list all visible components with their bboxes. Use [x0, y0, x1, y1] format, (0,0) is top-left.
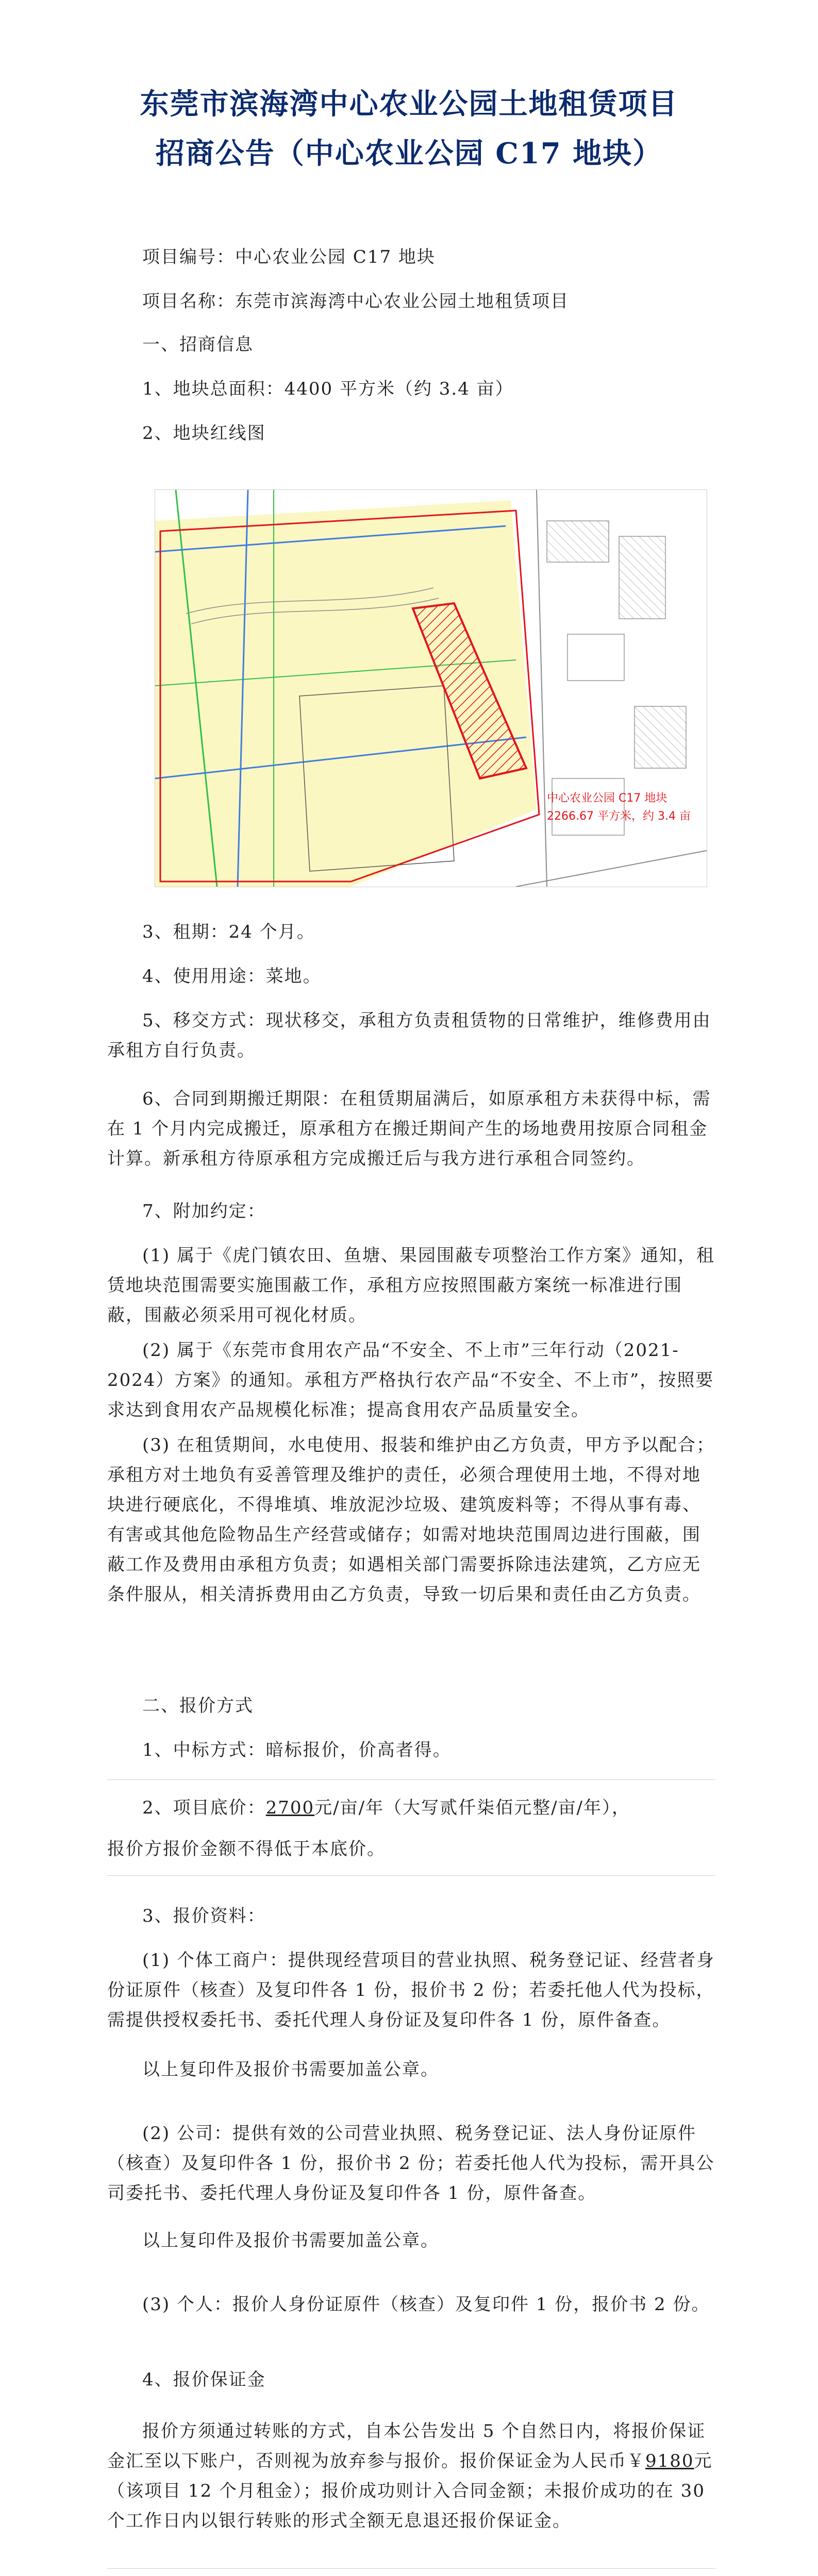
base-price-label: 2、项目底价：: [142, 1798, 266, 1818]
deposit-amount: 9180: [645, 2451, 694, 2471]
method-3: 3、报价资料：: [142, 1906, 266, 1926]
title-line-2: 招商公告（中心农业公园 C17 地块）: [155, 137, 663, 171]
red-line-map: [155, 489, 707, 887]
bank-divider: [107, 2568, 715, 2569]
section-heading-2: 二、报价方式: [142, 1696, 254, 1716]
map-label-2: 2266.67 平方米，约 3.4 亩: [547, 810, 691, 823]
item-handover: 5、移交方式：现状移交，承租方负责租赁物的日常维护，维修费用由承租方自行负责。: [107, 1010, 711, 1061]
map-drawing: [155, 490, 707, 887]
divider-bottom: [107, 1875, 715, 1876]
method-1: 1、中标方式：暗标报价，价高者得。: [142, 1740, 452, 1760]
map-label-1: 中心农业公园 C17 地块: [547, 792, 667, 805]
item-usage: 4、使用用途：菜地。: [142, 966, 322, 987]
method-2-note: 报价方报价金额不得低于本底价。: [107, 1839, 386, 1859]
qualification-1-note: 以上复印件及报价书需要加盖公章。: [142, 2059, 439, 2080]
additional-1: (1) 属于《虎门镇农田、鱼塘、果园围蔽专项整治工作方案》通知，租赁地块范围需要实施围蔽工作，承租方应按照围蔽方案统一标准进行围蔽，围蔽必须采用可视化材质。: [107, 1245, 715, 1326]
item-map-heading: 2、地块红线图: [142, 423, 266, 444]
section-heading-1: 一、招商信息: [142, 334, 254, 355]
qualification-2: (2) 公司：提供有效的公司营业执照、税务登记证、法人身份证原件（核查）及复印件各 1 份，报价书 2 份；若委托他人代为投标，需开具公司委托书、委托代理人身份证及复印件各 1 份，原件备查。: [107, 2123, 715, 2204]
project-name: 项目名称：东莞市滨海湾中心农业公园土地租赁项目: [142, 291, 569, 312]
project-number: 项目编号：中心农业公园 C17 地块: [142, 247, 436, 267]
qualification-1: (1) 个体工商户：提供现经营项目的营业执照、税务登记证、经营者身份证原件（核查）及复印件各 1 份，报价书 2 份；若委托他人代为投标，需提供授权委托书、委托代理人身份证及复印件各 1 份，原件备查。: [107, 1950, 715, 2030]
base-price-value: 2700: [265, 1798, 315, 1818]
deposit-text-b: 元（该项目 12 个月租金）；报价成功则计入合同金额；未报价成功的在 30 个工作日内以银行转账的形式全额无息退还报价保证金。: [107, 2451, 713, 2531]
method-4: 4、报价保证金: [142, 2369, 266, 2390]
deposit-text: [107, 2416, 715, 2536]
item-area: 1、地块总面积：4400 平方米（约 3.4 亩）: [142, 379, 514, 399]
item-relocation: 6、合同到期搬迁期限：在租赁期届满后，如原承租方未获得中标，需在 1 个月内完成搬迁，原承租方在搬迁期间产生的场地费用按原合同租金计算。新承租方待原承租方完成搬迁后与我方进行承租合同签约。: [107, 1089, 711, 1169]
base-price-unit: 元/亩/年（大写贰仟柒佰元整/亩/年），: [314, 1798, 630, 1818]
item-additional: 7、附加约定：: [142, 1201, 266, 1222]
method-2: [107, 1793, 715, 1823]
qualification-2-note: 以上复印件及报价书需要加盖公章。: [142, 2230, 439, 2251]
item-term: 3、租期：24 个月。: [142, 922, 315, 942]
deposit-text-a: 报价方须通过转账的方式，自本公告发出 5 个自然日内，将报价保证金汇至以下账户，否则视为放弃参与报价。报价保证金为人民币￥: [107, 2421, 706, 2471]
additional-2: (2) 属于《东莞市食用农产品“不安全、不上市”三年行动（2021-2024）方案》的通知。承租方严格执行农产品“不安全、不上市”，按照要求达到食用农产品规模化标准；提高食用农产品质量安全。: [107, 1340, 714, 1420]
qualification-3: (3) 个人：报价人身份证原件（核查）及复印件 1 份，报价书 2 份。: [142, 2294, 710, 2315]
additional-3: (3) 在租赁期间，水电使用、报装和维护由乙方负责，甲方予以配合；承租方对土地负有妥善管理及维护的责任，必须合理使用土地，不得对地块进行硬底化，不得堆填、堆放泥沙垃圾、建筑废料等；不得从事有毒、有害或其他危险物品生产经营或储存；如需对地块范围周边进行围蔽，围蔽工作及费用由承租方负责；如遇相关部门需要拆除违法建筑，乙方应无条件服从，相关清拆费用由乙方负责，导致一切后果和责任由乙方负责。: [107, 1435, 715, 1605]
title-line-1: 东莞市滨海湾中心农业公园土地租赁项目: [140, 87, 678, 121]
